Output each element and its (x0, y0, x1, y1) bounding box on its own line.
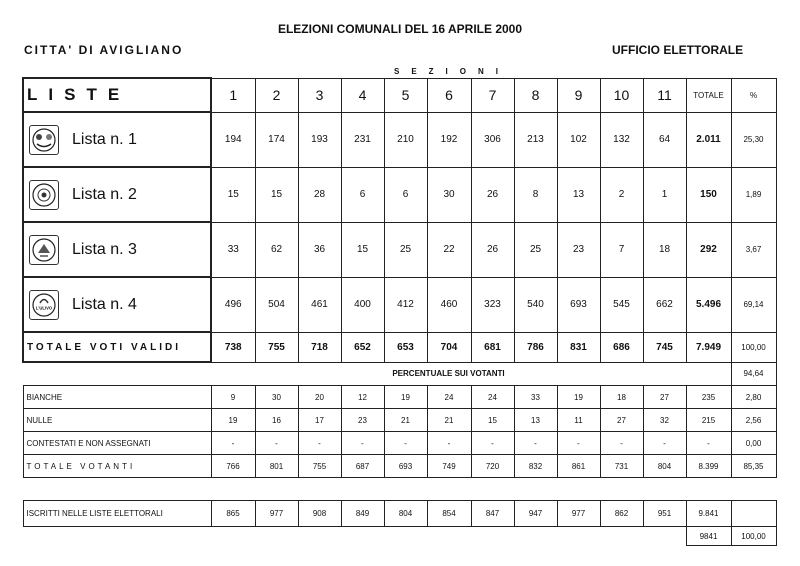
vote-cell: 132 (600, 112, 643, 167)
vote-cell: 831 (557, 332, 600, 362)
iscritti-row-label: ISCRITTI NELLE LISTE ELETTORALI (23, 501, 211, 527)
percentuale-label: PERCENTUALE SUI VOTANTI (392, 369, 505, 379)
vote-cell: 16 (255, 409, 298, 432)
vote-cell: 9 (211, 386, 255, 409)
list-percent: 69,14 (731, 277, 776, 332)
page-title: ELEZIONI COMUNALI DEL 16 APRILE 2000 (277, 22, 523, 36)
vote-cell: 687 (341, 455, 384, 478)
votanti-row (23, 455, 776, 478)
list-row (23, 222, 776, 277)
vote-cell: 832 (514, 455, 557, 478)
vote-cell: 306 (471, 112, 514, 167)
vote-cell: 194 (211, 112, 255, 167)
list-label-cell (23, 222, 211, 277)
vote-cell: 20 (298, 386, 341, 409)
party-symbol-3-icon (29, 235, 59, 265)
vote-cell: - (471, 432, 514, 455)
vote-cell: 32 (643, 409, 686, 432)
nulle-row-label: NULLE (23, 409, 211, 432)
vote-cell: 686 (600, 332, 643, 362)
vote-cell: 804 (643, 455, 686, 478)
vote-cell: 174 (255, 112, 298, 167)
list-row (23, 277, 776, 332)
vote-cell: 847 (471, 501, 514, 527)
contestati-row-label: CONTESTATI E NON ASSEGNATI (23, 432, 211, 455)
vote-cell: 102 (557, 112, 600, 167)
vote-cell: 213 (514, 112, 557, 167)
vote-cell: 18 (643, 222, 686, 277)
valid-votes-row (23, 332, 776, 362)
vote-cell: 693 (557, 277, 600, 332)
vote-cell: 28 (298, 167, 341, 222)
vote-cell: 977 (557, 501, 600, 527)
vote-cell: 766 (211, 455, 255, 478)
vote-cell: 30 (427, 167, 471, 222)
vote-cell: 749 (427, 455, 471, 478)
vote-cell: - (384, 432, 427, 455)
vote-cell: 738 (211, 332, 255, 362)
spacer-row (23, 478, 776, 501)
list-percent: 1,89 (731, 167, 776, 222)
ulivo-logo-icon (29, 290, 59, 320)
vote-cell: - (600, 432, 643, 455)
vote-cell: 8 (514, 167, 557, 222)
vote-cell: 720 (471, 455, 514, 478)
totale-header: TOTALE (686, 78, 731, 112)
vote-cell: 23 (557, 222, 600, 277)
nulle-row (23, 409, 776, 432)
vote-cell: 22 (427, 222, 471, 277)
vote-cell: - (643, 432, 686, 455)
vote-cell: 193 (298, 112, 341, 167)
vote-cell: 25 (514, 222, 557, 277)
vote-cell: 27 (643, 386, 686, 409)
vote-cell: - (341, 432, 384, 455)
vote-cell: 19 (211, 409, 255, 432)
section-header-3: 3 (298, 78, 341, 112)
vote-cell: 861 (557, 455, 600, 478)
valid-votes-row-percent: 100,00 (731, 332, 776, 362)
section-header-8: 8 (514, 78, 557, 112)
vote-cell: - (211, 432, 255, 455)
vote-cell: 545 (600, 277, 643, 332)
bianche-row (23, 386, 776, 409)
final-total: 9841 (686, 527, 731, 546)
vote-cell: 12 (341, 386, 384, 409)
vote-cell: 1 (643, 167, 686, 222)
office-name: UFFICIO ELETTORALE (612, 43, 744, 57)
vote-cell: - (298, 432, 341, 455)
section-header-10: 10 (600, 78, 643, 112)
vote-cell: 30 (255, 386, 298, 409)
vote-cell: 755 (298, 455, 341, 478)
vote-cell: 15 (211, 167, 255, 222)
contestati-row-percent: 0,00 (731, 432, 776, 455)
vote-cell: 64 (643, 112, 686, 167)
vote-cell: 26 (471, 167, 514, 222)
vote-cell: 15 (341, 222, 384, 277)
vote-cell: 13 (514, 409, 557, 432)
vote-cell: 33 (211, 222, 255, 277)
vote-cell: 15 (471, 409, 514, 432)
contestati-row-total: - (686, 432, 731, 455)
vote-cell: 662 (643, 277, 686, 332)
list-label (24, 223, 210, 276)
vote-cell: 19 (557, 386, 600, 409)
vote-cell: 15 (255, 167, 298, 222)
final-percent: 100,00 (731, 527, 776, 546)
vote-cell: 460 (427, 277, 471, 332)
city-name: CITTA' DI AVIGLIANO (24, 43, 184, 57)
vote-cell: 231 (341, 112, 384, 167)
section-header-4: 4 (341, 78, 384, 112)
valid-votes-row-label: TOTALE VOTI VALIDI (23, 332, 211, 362)
votanti-row-percent: 85,35 (731, 455, 776, 478)
nulle-row-total: 215 (686, 409, 731, 432)
list-name: Lista n. 3 (72, 240, 137, 258)
percent-header: % (731, 78, 776, 112)
vote-cell: 6 (384, 167, 427, 222)
vote-cell: 21 (384, 409, 427, 432)
vote-cell: 951 (643, 501, 686, 527)
vote-cell: 19 (384, 386, 427, 409)
vote-cell: 24 (427, 386, 471, 409)
vote-cell: 849 (341, 501, 384, 527)
votanti-row-label: TOTALE VOTANTI (23, 455, 211, 478)
vote-cell: 27 (600, 409, 643, 432)
vote-cell: 18 (600, 386, 643, 409)
section-header-1: 1 (211, 78, 255, 112)
contestati-row (23, 432, 776, 455)
vote-cell: 192 (427, 112, 471, 167)
nulle-row-percent: 2,56 (731, 409, 776, 432)
vote-cell: 947 (514, 501, 557, 527)
iscritti-row-percent (731, 501, 776, 527)
vote-cell: 801 (255, 455, 298, 478)
ulivo-logo-text: L'ULIVO (35, 305, 53, 310)
spacer-cell (23, 478, 776, 501)
vote-cell: 755 (255, 332, 298, 362)
vote-cell: 862 (600, 501, 643, 527)
vote-cell: 412 (384, 277, 427, 332)
sezioni-label: SEZIONI (393, 67, 510, 76)
vote-cell: 977 (255, 501, 298, 527)
vote-cell: 745 (643, 332, 686, 362)
list-total: 150 (686, 167, 731, 222)
vote-cell: 13 (557, 167, 600, 222)
section-header-5: 5 (384, 78, 427, 112)
bianche-row-label: BIANCHE (23, 386, 211, 409)
vote-cell: 681 (471, 332, 514, 362)
vote-cell: 2 (600, 167, 643, 222)
blank-cell (23, 527, 686, 546)
list-label (24, 113, 210, 166)
vote-cell: 540 (514, 277, 557, 332)
bianche-row-total: 235 (686, 386, 731, 409)
results-table (22, 77, 777, 546)
vote-cell: 7 (600, 222, 643, 277)
vote-cell: 26 (471, 222, 514, 277)
vote-cell: 865 (211, 501, 255, 527)
percentuale-value: 94,64 (731, 362, 776, 386)
list-total: 292 (686, 222, 731, 277)
valid-votes-row-total: 7.949 (686, 332, 731, 362)
section-header-9: 9 (557, 78, 600, 112)
blank-cell (23, 362, 211, 386)
vote-cell: 17 (298, 409, 341, 432)
list-row (23, 167, 776, 222)
list-total: 2.011 (686, 112, 731, 167)
list-label-cell (23, 112, 211, 167)
vote-cell: 504 (255, 277, 298, 332)
vote-cell: - (514, 432, 557, 455)
list-label-cell (23, 277, 211, 332)
vote-cell: 704 (427, 332, 471, 362)
list-percent: 3,67 (731, 222, 776, 277)
liste-header: LISTE (23, 78, 211, 112)
party-symbol-2-icon (29, 180, 59, 210)
section-header-11: 11 (643, 78, 686, 112)
list-label (24, 168, 210, 221)
iscritti-row (23, 501, 776, 527)
bianche-row-percent: 2,80 (731, 386, 776, 409)
vote-cell: 908 (298, 501, 341, 527)
vote-cell: 11 (557, 409, 600, 432)
vote-cell: 496 (211, 277, 255, 332)
vote-cell: 23 (341, 409, 384, 432)
vote-cell: 461 (298, 277, 341, 332)
vote-cell: 652 (341, 332, 384, 362)
list-row (23, 112, 776, 167)
header-row (23, 78, 776, 112)
section-header-6: 6 (427, 78, 471, 112)
vote-cell: 718 (298, 332, 341, 362)
list-label-cell (23, 167, 211, 222)
vote-cell: 24 (471, 386, 514, 409)
vote-cell: 210 (384, 112, 427, 167)
vote-cell: 693 (384, 455, 427, 478)
vote-cell: 36 (298, 222, 341, 277)
section-header-2: 2 (255, 78, 298, 112)
vote-cell: 653 (384, 332, 427, 362)
vote-cell: 33 (514, 386, 557, 409)
vote-cell: - (557, 432, 600, 455)
vote-cell: 6 (341, 167, 384, 222)
vote-cell: 62 (255, 222, 298, 277)
vote-cell: 323 (471, 277, 514, 332)
blank-cell (686, 362, 731, 386)
list-total: 5.496 (686, 277, 731, 332)
list-label (24, 278, 210, 331)
party-symbol-1-icon (29, 125, 59, 155)
vote-cell: 854 (427, 501, 471, 527)
list-name: Lista n. 4 (72, 295, 137, 313)
section-header-7: 7 (471, 78, 514, 112)
vote-cell: 400 (341, 277, 384, 332)
votanti-row-total: 8.399 (686, 455, 731, 478)
list-percent: 25,30 (731, 112, 776, 167)
vote-cell: 731 (600, 455, 643, 478)
vote-cell: 786 (514, 332, 557, 362)
percentuale-row (23, 362, 776, 386)
vote-cell: - (255, 432, 298, 455)
vote-cell: 21 (427, 409, 471, 432)
vote-cell: - (427, 432, 471, 455)
iscritti-row-total: 9.841 (686, 501, 731, 527)
vote-cell: 804 (384, 501, 427, 527)
final-total-row (23, 527, 776, 546)
list-name: Lista n. 2 (72, 185, 137, 203)
vote-cell: 25 (384, 222, 427, 277)
list-name: Lista n. 1 (72, 130, 137, 148)
